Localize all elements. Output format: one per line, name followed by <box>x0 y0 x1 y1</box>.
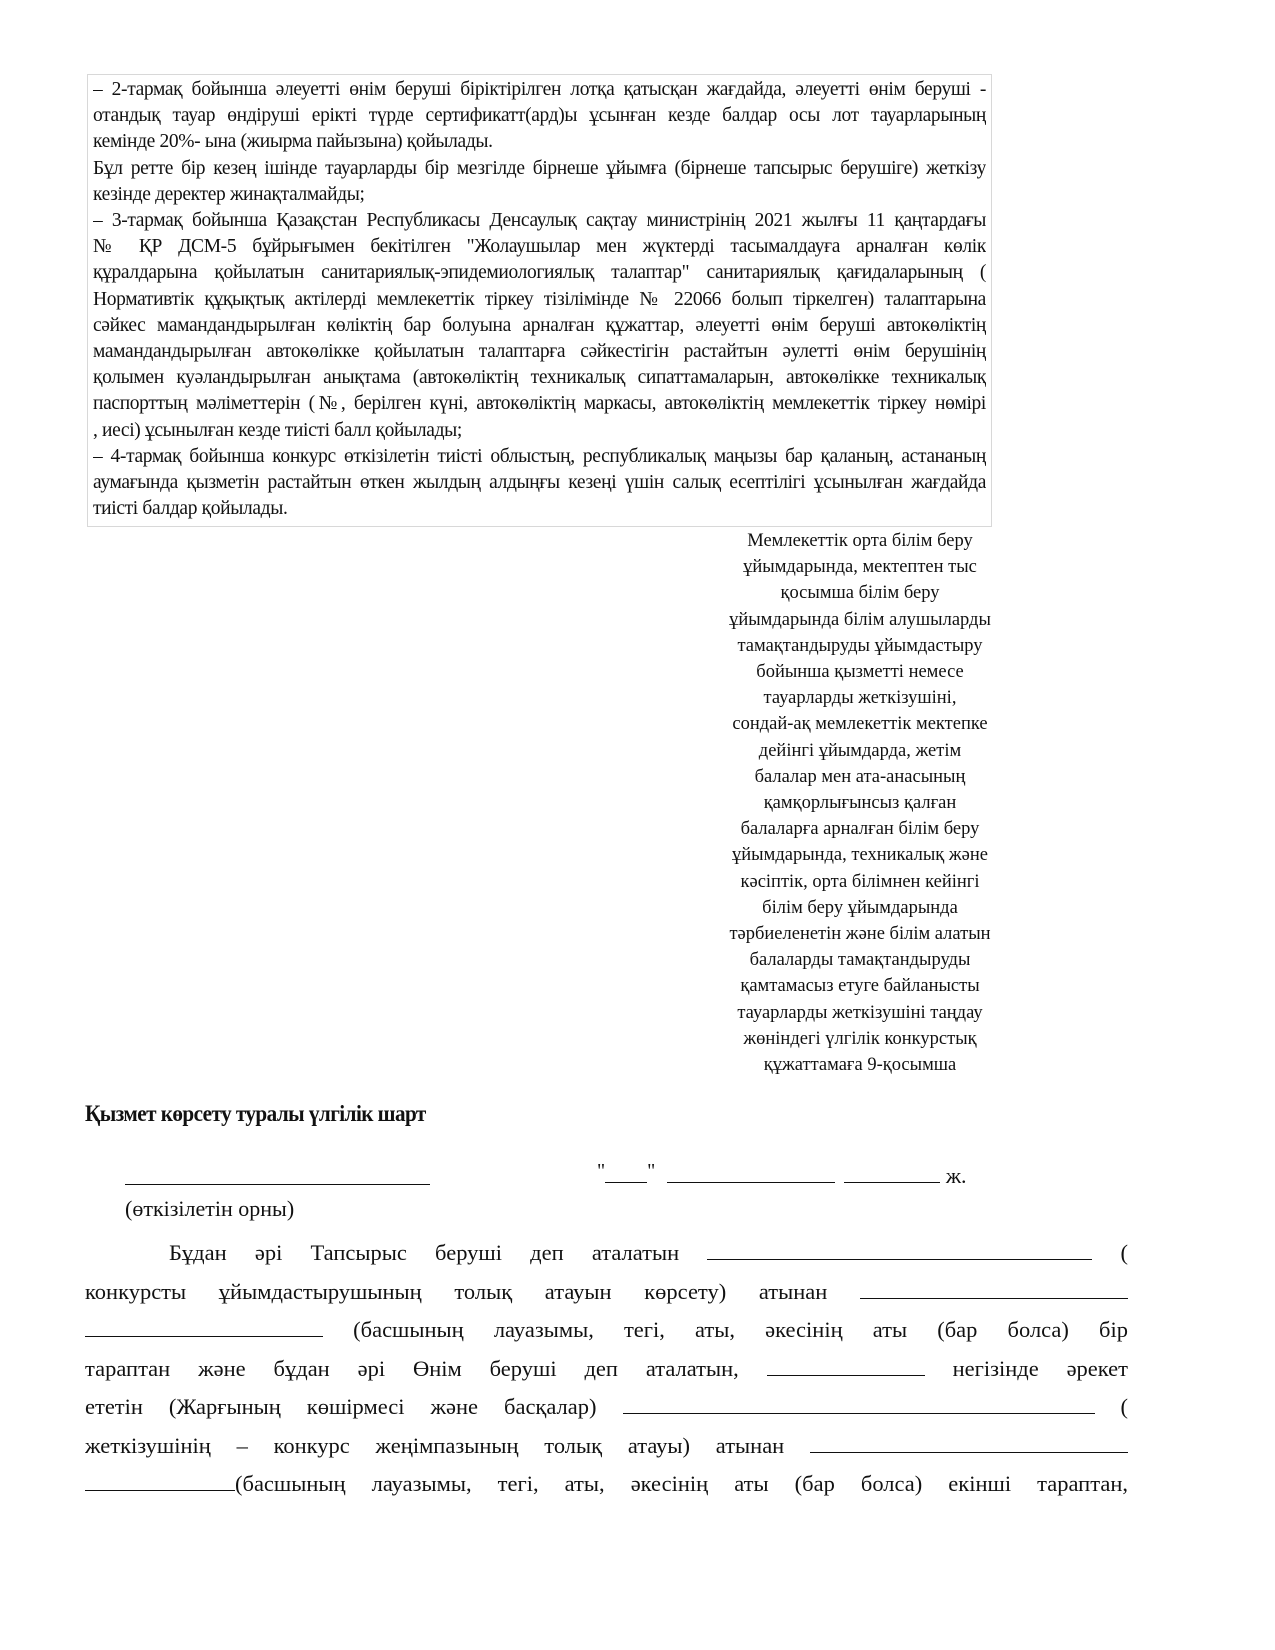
criteria-line: , иесі) ұсынылған кезде тиісті балл қойылады; <box>93 419 462 441</box>
caption-line: қамқорлығынсыз қалған <box>763 793 957 814</box>
body-text: ететін (Жарғының көшірмесі және басқалар) <box>85 1394 597 1419</box>
criteria-line: кезінде деректер жинақталмайды; <box>93 183 365 205</box>
close-quote: " <box>647 1160 656 1182</box>
body-text: Бұдан әрі Тапсырыс беруші деп аталатын <box>169 1240 680 1265</box>
appendix-caption <box>705 528 1015 1078</box>
criteria-line: Бұл ретте бір кезең ішінде тауарларды бір мезгілде бірнеше ұйымға (бірнеше тапсырыс берушіге) жеткізу <box>93 157 986 179</box>
caption-line: ұйымдарында, техникалық және <box>732 845 988 866</box>
supplier-signatory-blank-field-cont[interactable] <box>85 1466 235 1491</box>
caption-line: тамақтандыруды ұйымдастыру <box>737 635 983 656</box>
criteria-line: Нормативтік құқықтық актілерді мемлекеттік тіркеу тізілімінде № 22066 болып тіркелген) талаптарына <box>93 288 986 310</box>
criteria-line: кемінде 20%- ына (жиырма пайызына) қойылады. <box>93 131 493 153</box>
supplier-signatory-blank-field[interactable] <box>810 1428 1128 1453</box>
place-caption: (өткізілетін орны) <box>125 1196 295 1221</box>
body-text: ( <box>1120 1240 1128 1265</box>
place-date-row <box>125 1160 1025 1190</box>
body-text: негізінде әрекет <box>952 1355 1128 1381</box>
caption-line: тауарларды жеткізушіні, <box>763 688 957 709</box>
criteria-line: № ҚР ДСМ-5 бұйрығымен бекітілген "Жолаушылар мен жүктерді тасымалдауға арналған көлік <box>93 236 986 258</box>
caption-line: тәрбиеленетін және білім алатын <box>729 924 991 945</box>
criteria-line: паспорттың мәліметтерін (№, берілген күні, автокөліктің маркасы, автокөліктің мемлекеттік тіркеу нөмірі <box>93 393 986 415</box>
body-text: (басшының лауазымы, тегі, аты, әкесінің аты (бар болса) екінші тараптан, <box>235 1471 1128 1496</box>
body-text: тараптан және бұдан әрі Өнім беруші деп аталатын, <box>85 1355 739 1381</box>
body-text: ( <box>1120 1394 1128 1419</box>
criteria-line: – 3-тармақ бойынша Қазақстан Республикасы Денсаулық сақтау министрінің 2021 жылғы 11 қаңтардағы <box>93 210 986 232</box>
criteria-line: аумағында қызметін растайтын өткен жылдың алдыңғы кезеңі үшін салық есептілігі ұсынылған жағдайда <box>93 472 986 494</box>
criteria-line: мамандандырылған автокөлікке қойылатын талаптарға сәйкестігін растайтын әулетті өнім берушінің <box>93 341 986 363</box>
criteria-line: құралдарына қойылатын санитариялық-эпидемиологиялық талаптар" санитариялық қағидаларының ( <box>93 262 986 284</box>
contract-title: Қызмет көрсету туралы үлгілік шарт <box>85 1101 426 1126</box>
scoring-criteria-box <box>87 74 992 527</box>
day-blank-field[interactable] <box>605 1160 647 1183</box>
caption-line: қамтамасыз етуге байланысты <box>740 976 980 997</box>
customer-signatory-blank-field-cont[interactable] <box>85 1312 323 1337</box>
criteria-line: – 4-тармақ бойынша конкурс өткізілетін тиісті облыстың, республикалық маңызы бар қаланың, астананың <box>93 445 986 467</box>
year-suffix: ж. <box>945 1163 967 1188</box>
criteria-line: қолымен куәландырылған анықтама (автокөліктің техникалық сипаттамаларын, автокөлікке техникалық <box>93 367 986 389</box>
criteria-line: отандық тауар өндіруші ерікті түрде сертификатт(ард)ы ұсынған кезде балдар осы лот тауарларының <box>93 105 986 127</box>
body-line <box>85 1234 1128 1273</box>
caption-line: құжаттамаға 9-қосымша <box>763 1055 957 1076</box>
caption-line: бойынша қызметті немесе <box>756 662 964 683</box>
caption-line: ұйымдарында, мектептен тыс <box>743 557 977 578</box>
body-line <box>85 1465 1128 1504</box>
customer-name-blank-field[interactable] <box>707 1235 1092 1260</box>
caption-line: жөніндегі үлгілік конкурстық <box>743 1028 977 1049</box>
caption-line: кәсіптік, орта білімнен кейінгі <box>740 871 980 892</box>
body-text: (басшының лауазымы, тегі, аты, әкесінің аты (бар болса) бір <box>353 1317 1128 1342</box>
contract-body <box>85 1234 1128 1504</box>
open-quote: " <box>597 1160 606 1182</box>
caption-line: балалар мен ата-анасының <box>754 766 966 787</box>
caption-line: қосымша білім беру <box>780 583 940 604</box>
month-blank-field[interactable] <box>667 1160 835 1183</box>
year-blank-field[interactable] <box>844 1160 940 1183</box>
date-fields <box>597 1160 967 1189</box>
body-text: конкурсты ұйымдастырушының толық атауын көрсету) атынан <box>85 1278 828 1304</box>
supplier-name-blank-field[interactable] <box>623 1389 1095 1414</box>
body-line <box>85 1311 1128 1350</box>
criteria-line: тиісті балдар қойылады. <box>93 498 288 520</box>
caption-line: ұйымдарында білім алушыларды <box>729 609 991 630</box>
body-line <box>85 1350 1128 1389</box>
place-blank-field[interactable] <box>125 1184 430 1185</box>
caption-line: балаларды тамақтандыруды <box>749 950 971 971</box>
body-line <box>85 1388 1128 1427</box>
body-text: жеткізушінің – конкурс жеңімпазының толық атауы) атынан <box>85 1432 785 1458</box>
caption-line: білім беру ұйымдарында <box>762 897 958 918</box>
caption-line: балаларға арналған білім беру <box>740 819 980 840</box>
body-line <box>85 1273 1128 1312</box>
criteria-line: сәйкес мамандандырылған көліктің бар болуына арналған құжаттар, әлеуетті өнім беруші автокөліктің <box>93 314 986 336</box>
basis-document-blank-field[interactable] <box>767 1351 925 1376</box>
criteria-line: – 2-тармақ бойынша әлеуетті өнім беруші біріктірілген лотқа қатысқан жағдайда, әлеуетті өнім беруші - <box>93 79 986 100</box>
caption-line: Мемлекеттік орта білім беру <box>747 531 973 551</box>
customer-signatory-blank-field[interactable] <box>860 1274 1128 1299</box>
caption-line: сондай-ақ мемлекеттік мектепке <box>732 714 988 735</box>
body-line <box>85 1427 1128 1466</box>
caption-line: тауарларды жеткізушіні таңдау <box>737 1002 983 1023</box>
caption-line: дейінгі ұйымдарда, жетім <box>758 740 962 761</box>
